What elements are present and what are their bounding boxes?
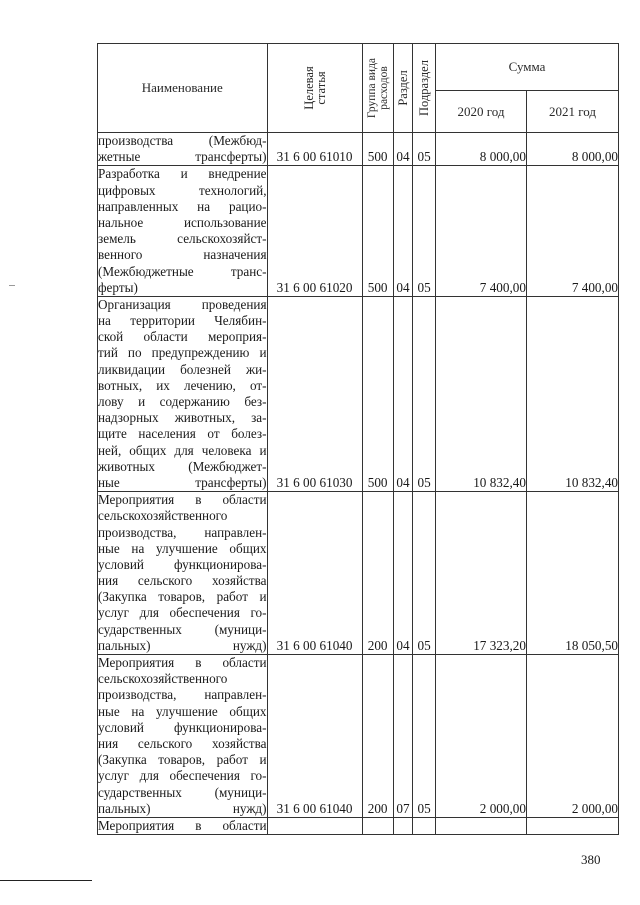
header-year-2020: 2020 год xyxy=(436,91,527,133)
name-line: условий функционирова- xyxy=(98,556,267,572)
name-line: вотных, их лечению, от- xyxy=(98,377,267,393)
cell-sum-2021: 2 000,00 xyxy=(526,655,618,818)
cell-sum-2020: 2 000,00 xyxy=(436,655,527,818)
table-row xyxy=(98,296,619,491)
name-line: производства (Межбюд- xyxy=(98,133,267,148)
page-number: 380 xyxy=(581,852,601,867)
name-line: животных (Межбюджет- xyxy=(98,458,267,474)
cell-expense-group: 500 xyxy=(362,133,393,166)
cell-target-article xyxy=(267,817,362,834)
name-line: Мероприятия в области xyxy=(98,655,267,670)
name-line: надзорных животных, за- xyxy=(98,410,267,426)
header-name: Наименование xyxy=(98,44,268,133)
table-row xyxy=(98,133,619,166)
cell-target-article: 31 6 00 61030 xyxy=(267,296,362,491)
cell-name xyxy=(98,166,268,297)
cell-subsection: 05 xyxy=(413,655,436,818)
name-line: Организация проведения xyxy=(98,296,267,312)
name-line: тий по предупреждению и xyxy=(98,345,267,361)
name-line: (Закупка товаров, работ и xyxy=(98,589,267,605)
name-line: ные трансферты) xyxy=(98,474,267,490)
name-line: ния сельского хозяйства xyxy=(98,735,267,751)
cell-section: 04 xyxy=(393,492,413,655)
cell-name xyxy=(98,492,268,655)
cell-sum-2021: 18 050,50 xyxy=(526,492,618,655)
table-row xyxy=(98,492,619,655)
cell-name xyxy=(98,817,268,834)
name-line: жетные трансферты) xyxy=(98,149,267,165)
name-line: венного назначения xyxy=(98,247,267,263)
header-target-article-label: Целевая статья xyxy=(301,66,328,110)
cell-sum-2020: 10 832,40 xyxy=(436,296,527,491)
cell-subsection: 05 xyxy=(413,492,436,655)
header-sum: Сумма xyxy=(436,44,619,91)
name-line: пальных) нужд) xyxy=(98,637,267,653)
name-line: ней, общих для человека и xyxy=(98,442,267,458)
name-line: сельскохозяйственного xyxy=(98,508,228,524)
name-line: лову и содержанию без- xyxy=(98,394,267,409)
cell-section: 04 xyxy=(393,133,413,166)
name-line: сударственных (муници- xyxy=(98,784,267,800)
cell-expense-group xyxy=(362,817,393,834)
name-line: ской области мероприя- xyxy=(98,329,267,345)
cell-name xyxy=(98,296,268,491)
name-line: производства, направлен- xyxy=(98,524,267,540)
cell-target-article: 31 6 00 61040 xyxy=(267,492,362,655)
header-subsection-label: Подраздел xyxy=(417,60,432,116)
name-line: щите населения от болез- xyxy=(98,426,267,442)
name-line: услуг для обеспечения го- xyxy=(98,768,267,784)
name-line: услуг для обеспечения го- xyxy=(98,605,267,621)
name-line: цифровых технологий, xyxy=(98,182,267,198)
header-year-2021: 2021 год xyxy=(526,91,618,133)
name-line: ликвидации болезней жи- xyxy=(98,361,267,377)
cell-name xyxy=(98,655,268,818)
cell-subsection: 05 xyxy=(413,166,436,297)
name-line: сударственных (муници- xyxy=(98,621,267,637)
cell-section: 04 xyxy=(393,296,413,491)
name-line: (Межбюджетные транс- xyxy=(98,263,267,279)
name-line: ные на улучшение общих xyxy=(98,540,267,556)
cell-target-article: 31 6 00 61040 xyxy=(267,655,362,818)
name-line: (Закупка товаров, работ и xyxy=(98,752,267,768)
cell-sum-2021: 8 000,00 xyxy=(526,133,618,166)
cell-target-article: 31 6 00 61020 xyxy=(267,166,362,297)
header-section-label: Раздел xyxy=(395,70,410,106)
name-line: ные на улучшение общих xyxy=(98,703,267,719)
cell-expense-group: 500 xyxy=(362,166,393,297)
name-line: земель сельскохозяйст- xyxy=(98,231,267,247)
cell-subsection: 05 xyxy=(413,133,436,166)
table-row xyxy=(98,655,619,818)
cell-section: 07 xyxy=(393,655,413,818)
cell-sum-2020: 8 000,00 xyxy=(436,133,527,166)
name-line: Разработка и внедрение xyxy=(98,166,267,182)
footnote-separator xyxy=(0,880,92,881)
cell-sum-2021: 7 400,00 xyxy=(526,166,618,297)
margin-mark xyxy=(9,285,15,286)
cell-expense-group: 200 xyxy=(362,655,393,818)
header-section xyxy=(393,44,413,133)
cell-target-article: 31 6 00 61010 xyxy=(267,133,362,166)
header-expense-group-label: Группа вида расходов xyxy=(365,57,390,119)
cell-subsection xyxy=(413,817,436,834)
cell-expense-group: 500 xyxy=(362,296,393,491)
cell-name xyxy=(98,133,268,166)
cell-section xyxy=(393,817,413,834)
name-line: ния сельского хозяйства xyxy=(98,573,267,589)
budget-table xyxy=(97,43,619,835)
name-line: сельскохозяйственного xyxy=(98,671,228,687)
table-row xyxy=(98,166,619,297)
name-line: ферты) xyxy=(98,279,138,295)
table-row xyxy=(98,817,619,834)
name-line: Мероприятия в области xyxy=(98,817,267,833)
cell-subsection: 05 xyxy=(413,296,436,491)
header-expense-group xyxy=(362,44,393,133)
header-target-article xyxy=(267,44,362,133)
cell-sum-2021 xyxy=(526,817,618,834)
name-line: пальных) нужд) xyxy=(98,800,267,816)
cell-expense-group: 200 xyxy=(362,492,393,655)
cell-sum-2021: 10 832,40 xyxy=(526,296,618,491)
cell-sum-2020: 17 323,20 xyxy=(436,492,527,655)
name-line: направленных на рацио- xyxy=(98,198,267,214)
header-subsection xyxy=(413,44,436,133)
name-line: производства, направлен- xyxy=(98,687,267,703)
cell-sum-2020: 7 400,00 xyxy=(436,166,527,297)
name-line: условий функционирова- xyxy=(98,719,267,735)
cell-sum-2020 xyxy=(436,817,527,834)
name-line: на территории Челябин- xyxy=(98,313,267,329)
name-line: нальное использование xyxy=(98,214,267,230)
name-line: Мероприятия в области xyxy=(98,492,267,508)
cell-section: 04 xyxy=(393,166,413,297)
